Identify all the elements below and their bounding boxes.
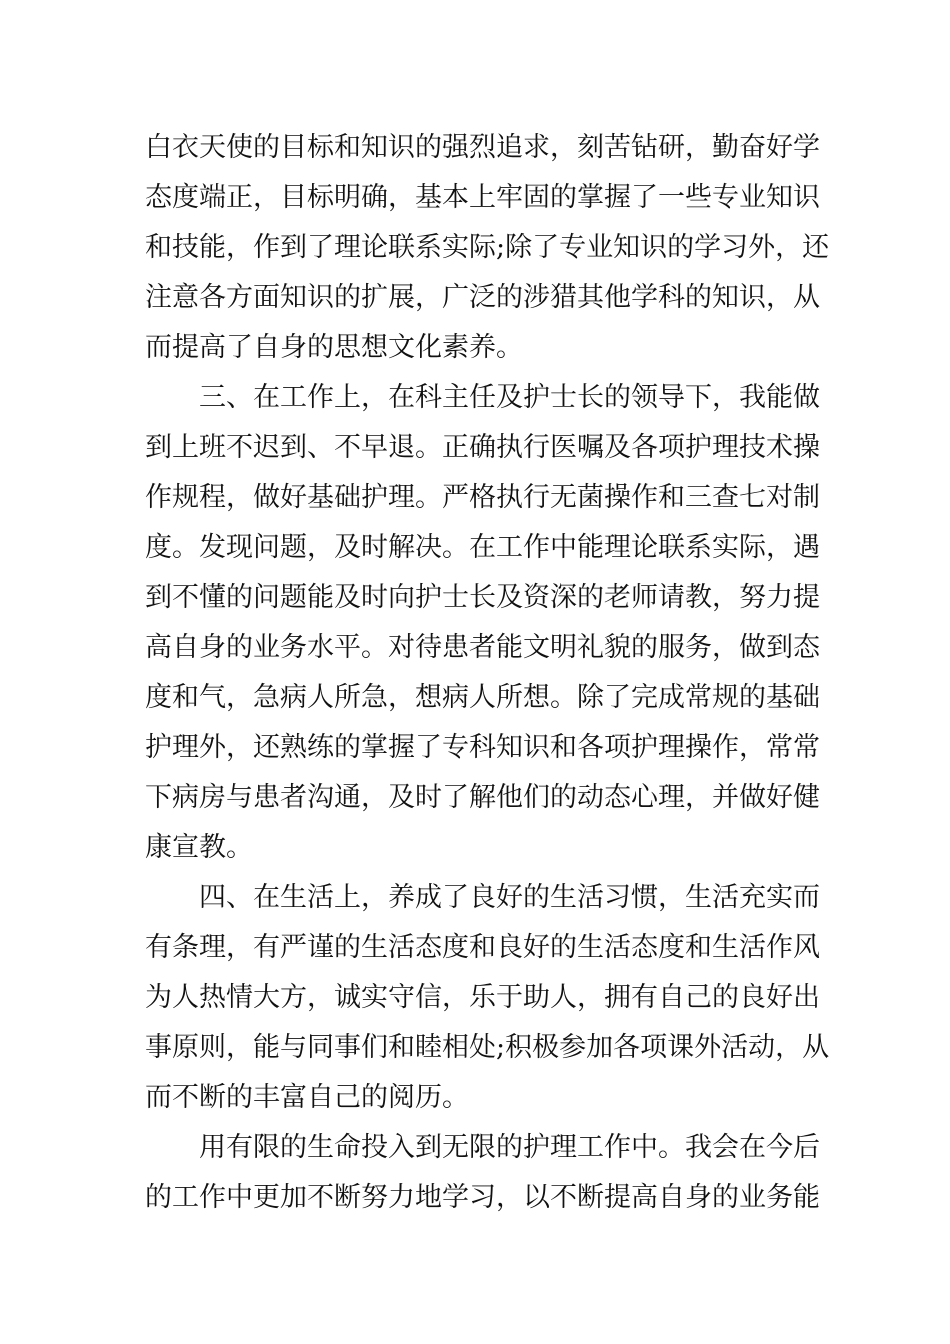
text-line: 到不懂的问题能及时向护士长及资深的老师请教，努力提 (145, 582, 820, 613)
text-line: 康宣教。 (145, 832, 253, 863)
paragraph-start-line: 三、在工作上，在科主任及护士长的领导下，我能做 (199, 382, 820, 413)
text-line: 白衣天使的目标和知识的强烈追求，刻苦钻研，勤奋好学 (145, 132, 820, 163)
text-line: 注意各方面知识的扩展，广泛的涉猎其他学科的知识，从 (145, 282, 820, 313)
text-line: 态度端正，目标明确，基本上牢固的掌握了一些专业知识 (145, 182, 820, 213)
text-line: 护理外，还熟练的掌握了专科知识和各项护理操作，常常 (145, 732, 820, 763)
text-line: 度和气，急病人所急，想病人所想。除了完成常规的基础 (145, 682, 820, 713)
text-line: 而不断的丰富自己的阅历。 (145, 1082, 469, 1113)
paragraph-start-line: 用有限的生命投入到无限的护理工作中。我会在今后 (199, 1132, 820, 1163)
text-line: 有条理，有严谨的生活态度和良好的生活态度和生活作风 (145, 932, 820, 963)
text-line: 和技能，作到了理论联系实际;除了专业知识的学习外，还 (145, 232, 830, 263)
text-line: 为人热情大方，诚实守信，乐于助人，拥有自己的良好出 (145, 982, 820, 1013)
text-line: 的工作中更加不断努力地学习，以不断提高自身的业务能 (145, 1182, 820, 1213)
text-line: 下病房与患者沟通，及时了解他们的动态心理，并做好健 (145, 782, 820, 813)
text-line: 到上班不迟到、不早退。正确执行医嘱及各项护理技术操 (145, 432, 820, 463)
text-line: 而提高了自身的思想文化素养。 (145, 332, 523, 363)
text-line: 事原则，能与同事们和睦相处;积极参加各项课外活动，从 (145, 1032, 830, 1063)
text-line: 度。发现问题，及时解决。在工作中能理论联系实际，遇 (145, 532, 820, 563)
text-line: 作规程，做好基础护理。严格执行无菌操作和三查七对制 (145, 482, 820, 513)
paragraph-start-line: 四、在生活上，养成了良好的生活习惯，生活充实而 (199, 882, 820, 913)
text-line: 高自身的业务水平。对待患者能文明礼貌的服务，做到态 (145, 632, 820, 663)
